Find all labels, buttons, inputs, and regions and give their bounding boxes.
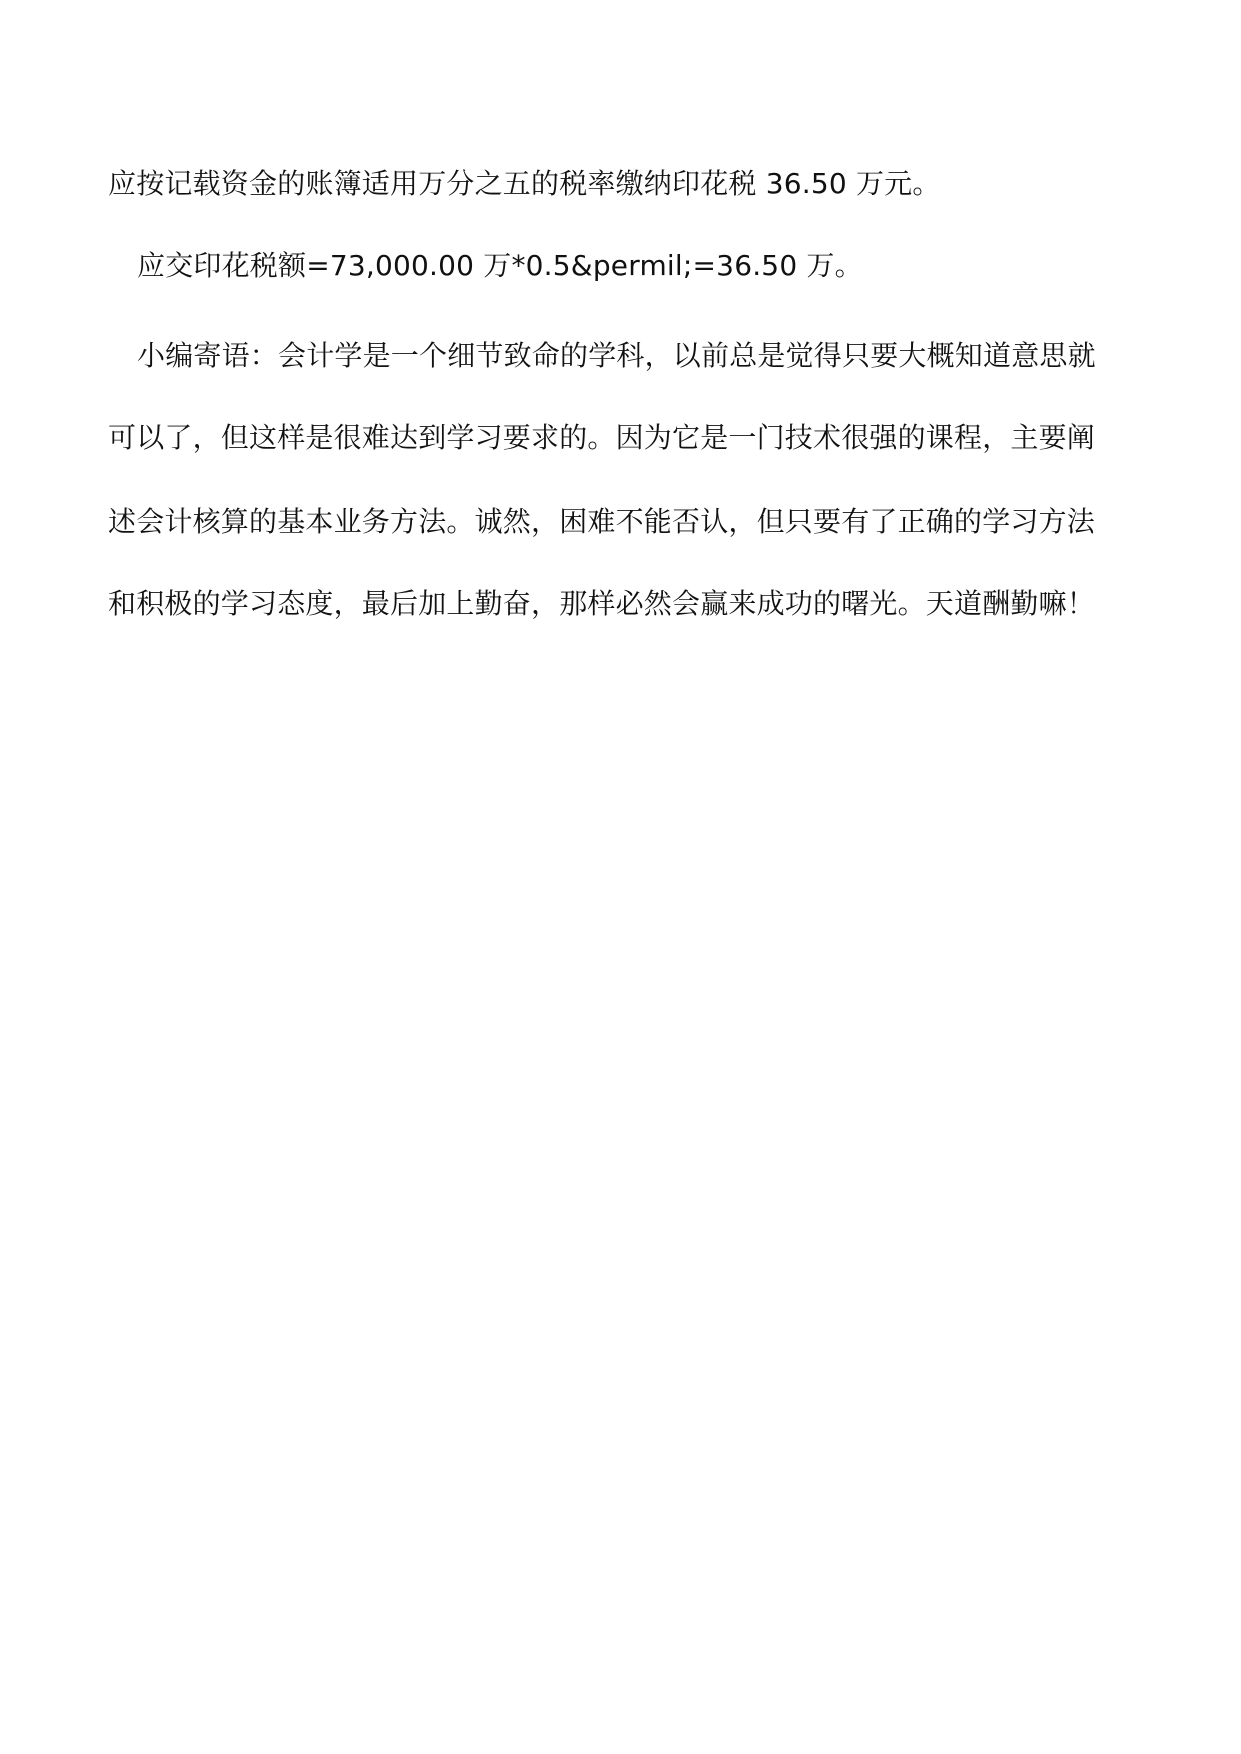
text-line-editor-note-1: 小编寄语：会计学是一个细节致命的学科，以前总是觉得只要大概知道意思就 bbox=[137, 339, 1096, 372]
text-line-stamp-tax-rate: 应按记载资金的账簿适用万分之五的税率缴纳印花税 36.50 万元。 bbox=[108, 167, 941, 200]
text-line-editor-note-2: 可以了，但这样是很难达到学习要求的。因为它是一门技术很强的课程，主要阐 bbox=[108, 421, 1096, 454]
text-line-editor-note-3: 述会计核算的基本业务方法。诚然，困难不能否认，但只要有了正确的学习方法 bbox=[108, 505, 1096, 538]
text-line-stamp-tax-formula: 应交印花税额=73,000.00 万*0.5&permil;=36.50 万。 bbox=[137, 249, 863, 282]
text-line-editor-note-4: 和积极的学习态度，最后加上勤奋，那样必然会赢来成功的曙光。天道酬勤嘛！ bbox=[108, 587, 1096, 620]
